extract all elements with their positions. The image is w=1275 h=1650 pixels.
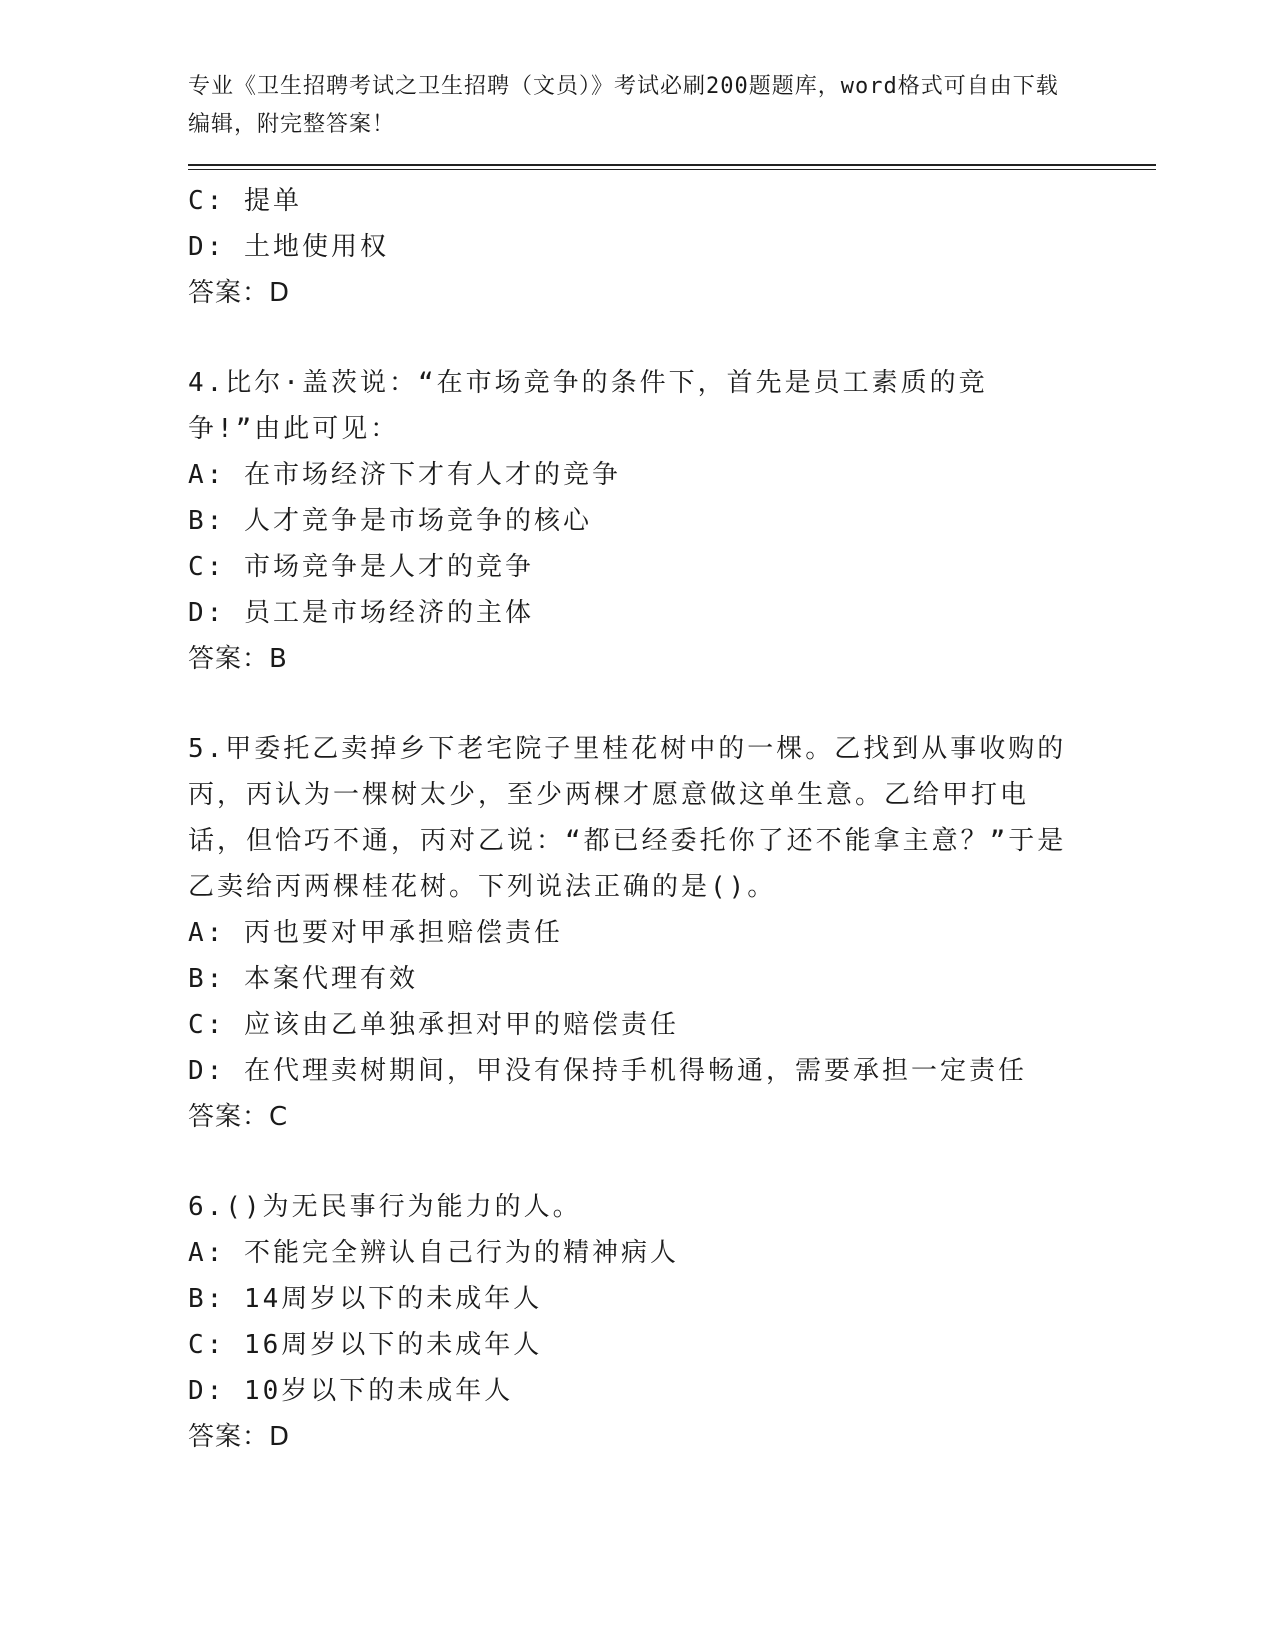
document-page [188, 68, 1156, 1460]
option-letter: D: [188, 598, 226, 628]
option-text: 员工是市场经济的主体 [243, 598, 534, 628]
option-a [188, 452, 1156, 498]
option-c [188, 1002, 1156, 1048]
option-text: 10岁以下的未成年人 [243, 1376, 514, 1406]
question-stem: 5.甲委托乙卖掉乡下老宅院子里桂花树中的一棵。乙找到从事收购的丙，丙认为一棵树太少，至少两棵才愿意做这单生意。乙给甲打电话，但恰巧不通，丙对乙说：“都已经委托你了还不能拿主意？”于是乙卖给丙两棵桂花树。下列说法正确的是()。 [188, 734, 1067, 902]
option-b [188, 956, 1156, 1002]
option-d [188, 1048, 1156, 1094]
option-letter: A: [188, 460, 226, 490]
option-text: 应该由乙单独承担对甲的赔偿责任 [243, 1010, 679, 1040]
option-letter: A: [188, 918, 226, 948]
question-stem: 6.()为无民事行为能力的人。 [188, 1192, 582, 1222]
option-letter: D: [188, 232, 226, 262]
option-letter: B: [188, 506, 226, 536]
option-text: 提单 [243, 186, 302, 216]
question-4 [188, 360, 1156, 682]
option-text: 16周岁以下的未成年人 [243, 1330, 543, 1360]
option-a [188, 1230, 1156, 1276]
option-text: 不能完全辨认自己行为的精神病人 [243, 1238, 679, 1268]
option-letter: B: [188, 1284, 226, 1314]
option-c [188, 544, 1156, 590]
option-text: 在市场经济下才有人才的竞争 [243, 460, 621, 490]
option-letter: D: [188, 1056, 226, 1086]
option-c [188, 178, 1156, 224]
answer-line: 答案：C [188, 1102, 289, 1132]
option-letter: B: [188, 964, 226, 994]
option-b [188, 1276, 1156, 1322]
option-text: 本案代理有效 [243, 964, 418, 994]
option-a [188, 910, 1156, 956]
option-letter: D: [188, 1376, 226, 1406]
option-text: 市场竞争是人才的竞争 [243, 552, 534, 582]
option-d [188, 590, 1156, 636]
option-text: 土地使用权 [243, 232, 389, 262]
document-header: 专业《卫生招聘考试之卫生招聘（文员）》考试必刷200题题库，word格式可自由下载编辑，附完整答案！ [188, 74, 1059, 137]
option-text: 人才竞争是市场竞争的核心 [243, 506, 592, 536]
answer-line: 答案：B [188, 644, 288, 674]
option-c [188, 1322, 1156, 1368]
question-5 [188, 726, 1156, 1140]
option-letter: C: [188, 1010, 226, 1040]
header-divider [188, 164, 1156, 170]
answer-line: 答案：D [188, 278, 291, 308]
option-d [188, 224, 1156, 270]
option-d [188, 1368, 1156, 1414]
question-fragment [188, 178, 1156, 316]
answer-line: 答案：D [188, 1422, 291, 1452]
option-letter: C: [188, 186, 226, 216]
option-letter: A: [188, 1238, 226, 1268]
question-6 [188, 1184, 1156, 1460]
option-text: 在代理卖树期间，甲没有保持手机得畅通，需要承担一定责任 [243, 1056, 1027, 1086]
question-stem: 4.比尔·盖茨说：“在市场竞争的条件下，首先是员工素质的竞争!”由此可见： [188, 368, 988, 444]
option-b [188, 498, 1156, 544]
option-text: 丙也要对甲承担赔偿责任 [243, 918, 563, 948]
option-letter: C: [188, 552, 226, 582]
option-text: 14周岁以下的未成年人 [243, 1284, 543, 1314]
option-letter: C: [188, 1330, 226, 1360]
